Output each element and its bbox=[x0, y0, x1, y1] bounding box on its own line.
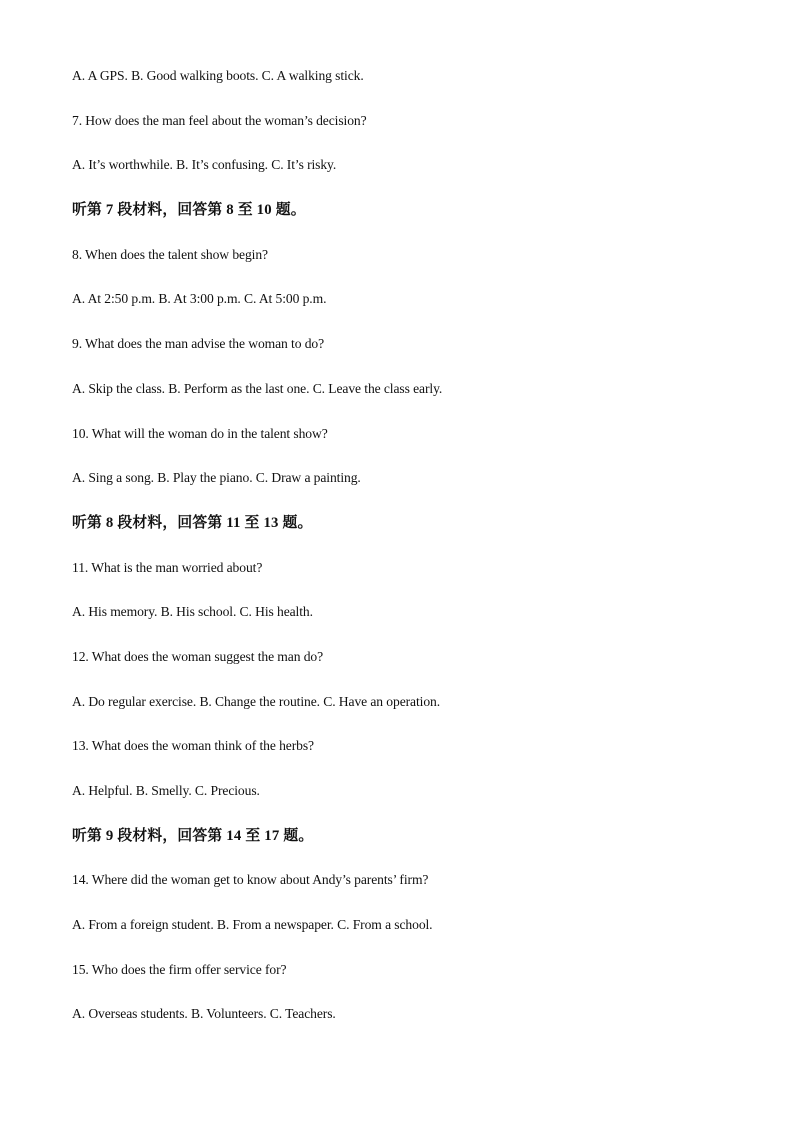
line-spacer bbox=[72, 712, 734, 737]
section-heading-8: 听第 8 段材料，回答第 11 至 13 题。 bbox=[72, 514, 313, 531]
question-11: 11. What is the man worried about? bbox=[72, 559, 263, 575]
line-spacer bbox=[72, 175, 734, 200]
question-15: 15. Who does the firm offer service for? bbox=[72, 961, 287, 977]
question-10: 10. What will the woman do in the talent show? bbox=[72, 425, 328, 441]
question-9: 9. What does the man advise the woman to do? bbox=[72, 336, 325, 352]
line-spacer bbox=[72, 354, 734, 379]
line-spacer bbox=[72, 801, 734, 826]
line-spacer bbox=[72, 890, 734, 915]
line-spacer bbox=[72, 399, 734, 424]
question-12: 12. What does the woman suggest the man do? bbox=[72, 648, 324, 664]
answer-options-7: A. It’s worthwhile. B. It’s confusing. C. It’s risky. bbox=[72, 157, 337, 173]
section-heading-7: 听第 7 段材料，回答第 8 至 10 题。 bbox=[72, 202, 306, 219]
line-spacer bbox=[72, 309, 734, 334]
question-13: 13. What does the woman think of the herbs? bbox=[72, 738, 314, 754]
line-spacer bbox=[72, 846, 734, 871]
answer-options-13: A. Helpful. B. Smelly. C. Precious. bbox=[72, 783, 260, 798]
question-7: 7. How does the man feel about the woman’s decision? bbox=[72, 112, 367, 128]
line-spacer bbox=[72, 756, 734, 781]
question-14: 14. Where did the woman get to know about Andy’s parents’ firm? bbox=[72, 872, 429, 888]
line-spacer bbox=[72, 86, 734, 111]
line-spacer bbox=[72, 667, 734, 692]
line-spacer bbox=[72, 220, 734, 245]
line-spacer bbox=[72, 935, 734, 960]
answer-options-15: A. Overseas students. B. Volunteers. C. Teachers. bbox=[72, 1006, 336, 1022]
line-spacer bbox=[72, 533, 734, 558]
answer-options-6: A. A GPS. B. Good walking boots. C. A walking stick. bbox=[72, 68, 364, 83]
line-spacer bbox=[72, 488, 734, 513]
line-spacer bbox=[72, 444, 734, 469]
line-spacer bbox=[72, 131, 734, 156]
section-heading-9: 听第 9 段材料，回答第 14 至 17 题。 bbox=[72, 827, 314, 844]
answer-options-10: A. Sing a song. B. Play the piano. C. Draw a painting. bbox=[72, 470, 361, 486]
line-spacer bbox=[72, 622, 734, 647]
answer-options-9: A. Skip the class. B. Perform as the last one. C. Leave the class early. bbox=[72, 380, 443, 396]
answer-options-11: A. His memory. B. His school. C. His health. bbox=[72, 604, 313, 620]
answer-options-8: A. At 2:50 p.m. B. At 3:00 p.m. C. At 5:00 p.m. bbox=[72, 291, 327, 307]
line-spacer bbox=[72, 980, 734, 1005]
line-spacer bbox=[72, 265, 734, 290]
answer-options-14: A. From a foreign student. B. From a newspaper. C. From a school. bbox=[72, 917, 433, 933]
question-8: 8. When does the talent show begin? bbox=[72, 246, 268, 262]
answer-options-12: A. Do regular exercise. B. Change the routine. C. Have an operation. bbox=[72, 693, 441, 709]
line-spacer bbox=[72, 578, 734, 603]
